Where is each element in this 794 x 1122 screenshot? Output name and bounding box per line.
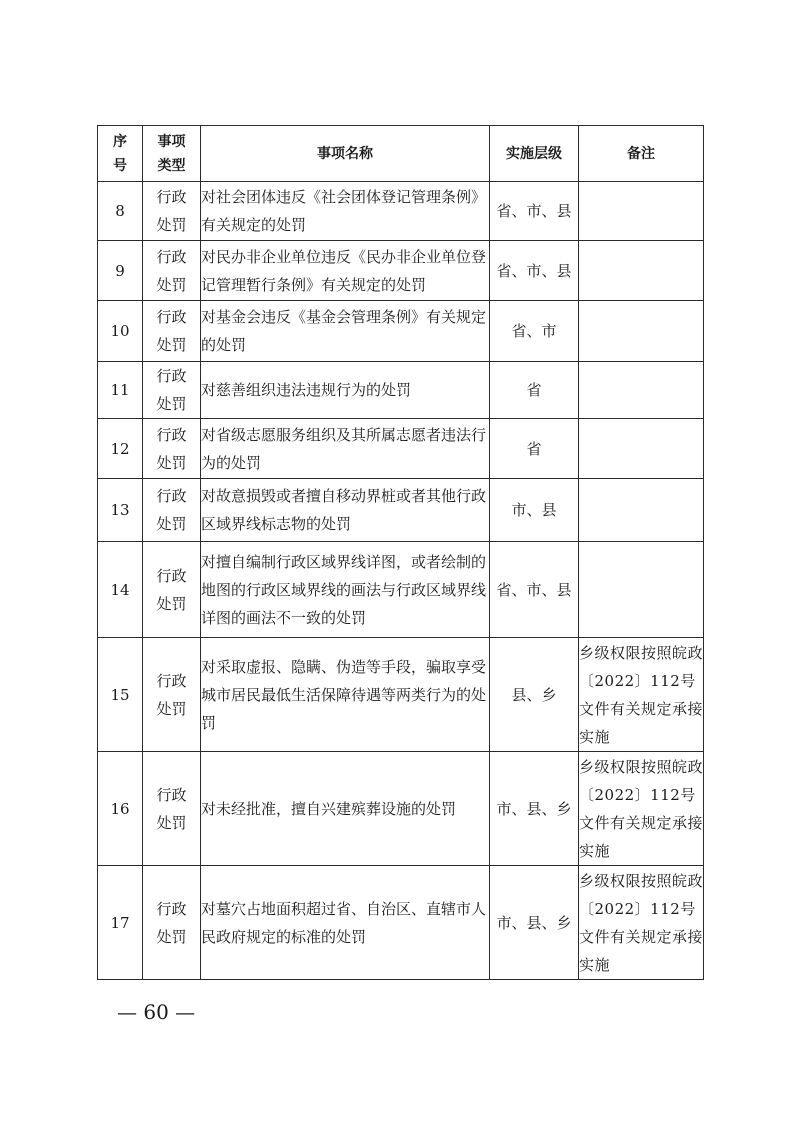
row-seq: 16 [98,752,143,866]
row-note [579,362,704,419]
table-row [98,419,704,479]
header-note: 备注 [579,126,704,182]
row-level: 省 [490,419,579,479]
row-level: 省、市、县 [490,182,579,241]
row-note [579,182,704,241]
row-note [579,301,704,362]
row-seq: 14 [98,542,143,638]
row-name: 对社会团体违反《社会团体登记管理条例》有关规定的处罚 [201,182,490,241]
row-name: 对墓穴占地面积超过省、自治区、直辖市人民政府规定的标准的处罚 [201,866,490,980]
matters-table [97,125,704,980]
row-type: 行政 处罚 [143,241,201,301]
row-seq: 12 [98,419,143,479]
row-level: 县、乡 [490,638,579,752]
row-note: 乡级权限按照皖政〔2022〕112号文件有关规定承接实施 [579,638,704,752]
row-seq: 15 [98,638,143,752]
row-note [579,542,704,638]
row-type: 行政 处罚 [143,866,201,980]
table-row [98,479,704,542]
header-seq [98,126,143,182]
table-header-row [98,126,704,182]
header-level: 实施层级 [490,126,579,182]
row-level: 市、县、乡 [490,866,579,980]
row-name: 对未经批准，擅自兴建殡葬设施的处罚 [201,752,490,866]
table-row [98,752,704,866]
row-seq: 8 [98,182,143,241]
row-note [579,419,704,479]
row-note [579,241,704,301]
row-level: 省、市 [490,301,579,362]
row-type: 行政 处罚 [143,182,201,241]
row-seq: 10 [98,301,143,362]
row-type: 行政 处罚 [143,419,201,479]
row-type: 行政 处罚 [143,542,201,638]
table-row [98,542,704,638]
row-level: 市、县、乡 [490,752,579,866]
table-row [98,866,704,980]
row-type: 行政 处罚 [143,479,201,542]
row-note [579,479,704,542]
header-type [143,126,201,182]
row-type: 行政 处罚 [143,638,201,752]
row-name: 对省级志愿服务组织及其所属志愿者违法行为的处罚 [201,419,490,479]
header-name: 事项名称 [201,126,490,182]
row-name: 对民办非企业单位违反《民办非企业单位登记管理暂行条例》有关规定的处罚 [201,241,490,301]
row-type: 行政 处罚 [143,752,201,866]
row-seq: 13 [98,479,143,542]
page-number: — 60 — [117,1000,196,1024]
row-level: 省 [490,362,579,419]
row-type: 行政 处罚 [143,362,201,419]
row-note: 乡级权限按照皖政〔2022〕112号文件有关规定承接实施 [579,752,704,866]
header-seq-line1: 序 [113,133,127,150]
row-name: 对采取虚报、隐瞒、伪造等手段，骗取享受城市居民最低生活保障待遇等两类行为的处罚 [201,638,490,752]
row-level: 省、市、县 [490,542,579,638]
row-level: 省、市、县 [490,241,579,301]
table-row [98,241,704,301]
row-type: 行政 处罚 [143,301,201,362]
row-seq: 9 [98,241,143,301]
table-row [98,638,704,752]
row-seq: 17 [98,866,143,980]
row-name: 对故意损毁或者擅自移动界桩或者其他行政区域界线标志物的处罚 [201,479,490,542]
row-seq: 11 [98,362,143,419]
table-row [98,362,704,419]
table-row [98,301,704,362]
header-seq-line2: 号 [113,157,127,174]
table-row [98,182,704,241]
row-name: 对基金会违反《基金会管理条例》有关规定的处罚 [201,301,490,362]
row-name: 对擅自编制行政区域界线详图，或者绘制的地图的行政区域界线的画法与行政区域界线详图的画法不一致的处罚 [201,542,490,638]
row-level: 市、县 [490,479,579,542]
header-type-line2: 类型 [157,157,186,174]
header-type-line1: 事项 [157,133,186,150]
row-note: 乡级权限按照皖政〔2022〕112号文件有关规定承接实施 [579,866,704,980]
row-name: 对慈善组织违法违规行为的处罚 [201,362,490,419]
